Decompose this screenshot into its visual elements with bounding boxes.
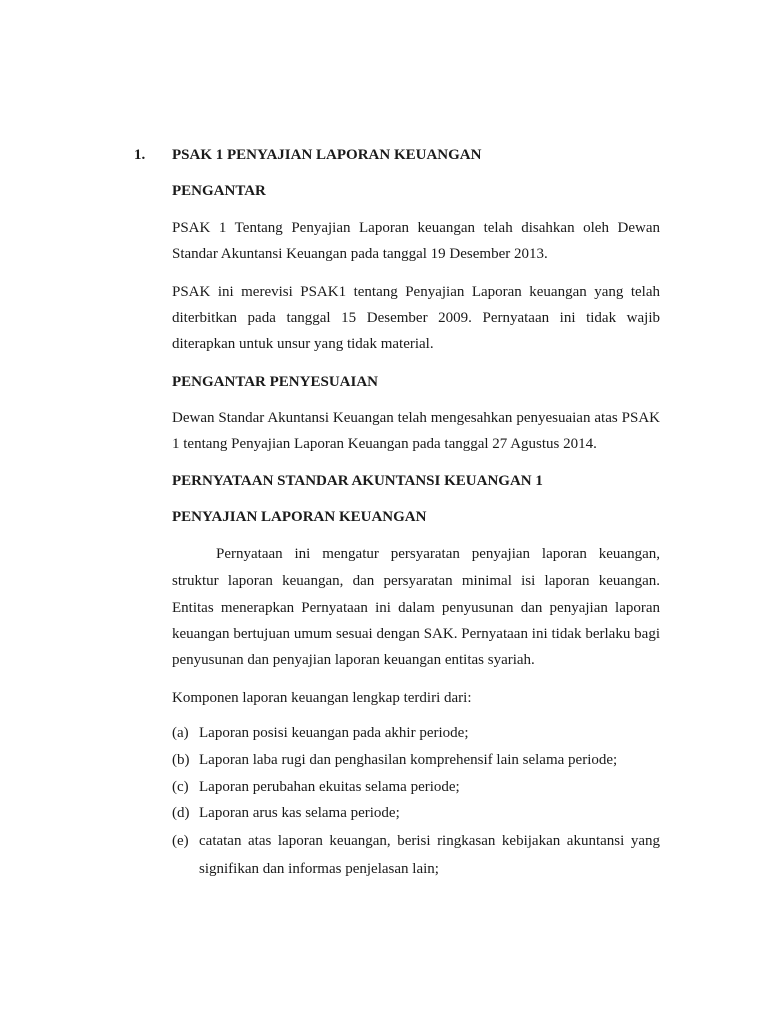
list-marker: (b) — [172, 752, 190, 768]
list-marker: (a) — [172, 725, 189, 741]
list-marker: (d) — [172, 805, 190, 821]
list-item: Laporan perubahan ekuitas selama periode; — [199, 779, 460, 795]
list-marker: (e) — [172, 833, 189, 849]
standar-para-line: struktur laporan keuangan, dan persyaratan minimal isi laporan keuangan. — [172, 573, 660, 589]
list-item-continuation: signifikan dan informas penjelasan lain; — [199, 861, 439, 877]
heading-pengantar: PENGANTAR — [172, 183, 266, 199]
penyesuaian-line: 1 tentang Penyajian Laporan Keuangan pada tanggal 27 Agustus 2014. — [172, 436, 597, 452]
heading-penyajian-laporan: PENYAJIAN LAPORAN KEUANGAN — [172, 509, 427, 525]
list-item: Laporan posisi keuangan pada akhir periode; — [199, 725, 469, 741]
pengantar-p2-line: diterapkan untuk unsur yang tidak material. — [172, 336, 434, 352]
standar-para-line: Entitas menerapkan Pernyataan ini dalam penyusunan dan penyajian laporan — [172, 600, 660, 616]
list-item: catatan atas laporan keuangan, berisi ringkasan kebijakan akuntansi yang — [199, 833, 660, 849]
section-number: 1. — [134, 147, 146, 163]
standar-para-line: Pernyataan ini mengatur persyaratan penyajian laporan keuangan, — [216, 546, 660, 562]
standar-para-line: keuangan bertujuan umum sesuai dengan SAK. Pernyataan ini tidak berlaku bagi — [172, 626, 660, 642]
list-item: Laporan arus kas selama periode; — [199, 805, 400, 821]
standar-para-line: penyusunan dan penyajian laporan keuangan entitas syariah. — [172, 652, 535, 668]
penyesuaian-line: Dewan Standar Akuntansi Keuangan telah mengesahkan penyesuaian atas PSAK — [172, 410, 660, 426]
pengantar-p1-line: Standar Akuntansi Keuangan pada tanggal 19 Desember 2013. — [172, 246, 548, 262]
heading-pernyataan-standar: PERNYATAAN STANDAR AKUNTANSI KEUANGAN 1 — [172, 473, 543, 489]
heading-pengantar-penyesuaian: PENGANTAR PENYESUAIAN — [172, 374, 378, 390]
list-item: Laporan laba rugi dan penghasilan komprehensif lain selama periode; — [199, 752, 618, 768]
list-marker: (c) — [172, 779, 189, 795]
komponen-intro: Komponen laporan keuangan lengkap terdiri dari: — [172, 690, 472, 706]
pengantar-p2-line: diterbitkan pada tanggal 15 Desember 2009. Pernyataan ini tidak wajib — [172, 310, 660, 326]
pengantar-p1-line: PSAK 1 Tentang Penyajian Laporan keuangan telah disahkan oleh Dewan — [172, 220, 660, 236]
pengantar-p2-line: PSAK ini merevisi PSAK1 tentang Penyajian Laporan keuangan yang telah — [172, 284, 660, 300]
section-title: PSAK 1 PENYAJIAN LAPORAN KEUANGAN — [172, 147, 482, 163]
